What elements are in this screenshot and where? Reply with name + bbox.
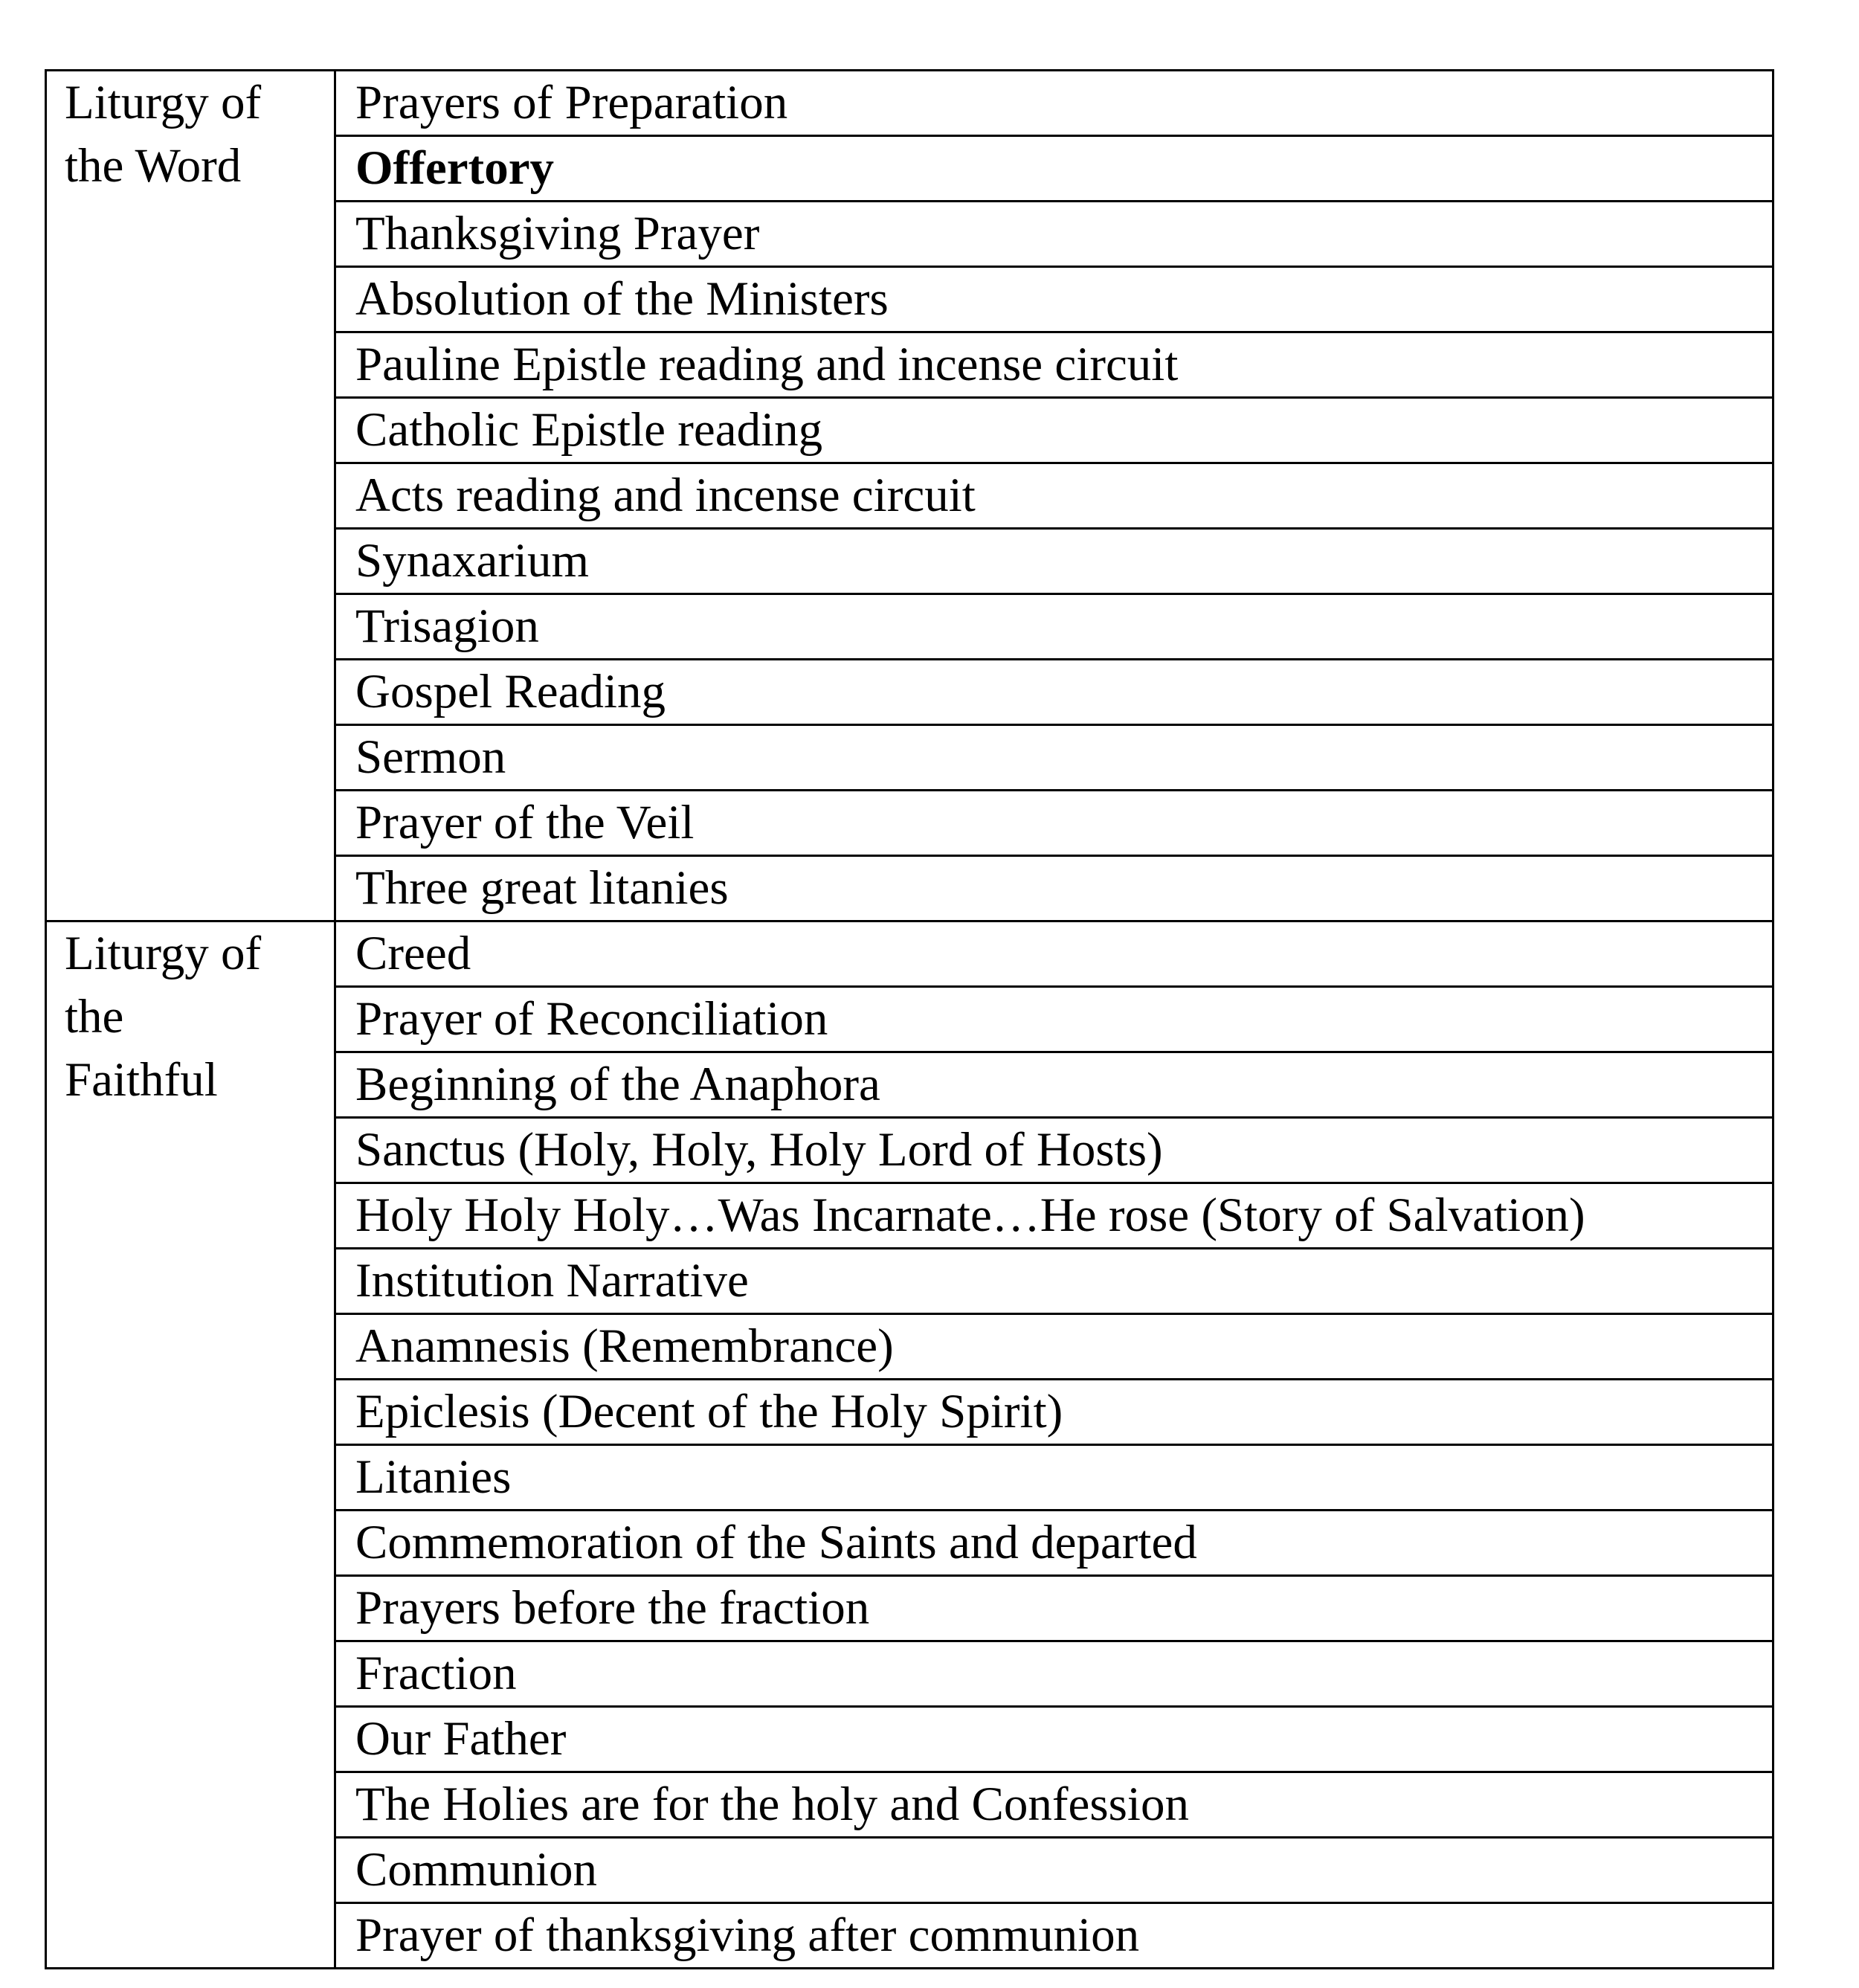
liturgy-step-cell: Catholic Epistle reading [335,398,1773,463]
liturgy-step-cell: Prayer of thanksgiving after communion [335,1903,1773,1969]
liturgy-step-cell: Prayers of Preparation [335,71,1773,136]
liturgy-step-cell: Sermon [335,725,1773,791]
liturgy-step-cell: Our Father [335,1707,1773,1772]
section-title-line: Liturgy of [65,927,262,980]
liturgy-step-cell: Thanksgiving Prayer [335,202,1773,267]
liturgy-step-cell: Prayer of Reconciliation [335,987,1773,1052]
section-title-cell [46,71,335,921]
liturgy-step-cell: The Holies are for the holy and Confession [335,1772,1773,1838]
section-title-line: Faithful [65,1053,218,1107]
table-row [46,921,1773,987]
table-row [46,71,1773,136]
liturgy-step-cell: Commemoration of the Saints and departed [335,1511,1773,1576]
liturgy-step-cell: Fraction [335,1641,1773,1707]
section-title-line: the Word [65,139,242,193]
liturgy-table-body [46,71,1773,1969]
liturgy-step-cell: Absolution of the Ministers [335,267,1773,332]
section-title-line: the [65,990,124,1043]
liturgy-step-cell: Epiclesis (Decent of the Holy Spirit) [335,1380,1773,1445]
liturgy-step-cell: Beginning of the Anaphora [335,1052,1773,1118]
liturgy-step-cell: Prayer of the Veil [335,791,1773,856]
liturgy-step-cell: Trisagion [335,594,1773,660]
section-title-cell [46,921,335,1969]
liturgy-step-cell: Offertory [335,136,1773,202]
liturgy-table [45,69,1774,1969]
liturgy-step-cell: Sanctus (Holy, Holy, Holy Lord of Hosts) [335,1118,1773,1183]
section-title-line: Liturgy of [65,76,262,129]
liturgy-step-cell: Synaxarium [335,529,1773,594]
liturgy-step-cell: Acts reading and incense circuit [335,463,1773,529]
liturgy-step-cell: Litanies [335,1445,1773,1511]
liturgy-step-cell: Institution Narrative [335,1249,1773,1314]
liturgy-step-cell: Gospel Reading [335,660,1773,725]
liturgy-step-cell: Three great litanies [335,856,1773,921]
liturgy-step-cell: Holy Holy Holy…Was Incarnate…He rose (Story of Salvation) [335,1183,1773,1249]
liturgy-step-cell: Communion [335,1838,1773,1903]
liturgy-step-cell: Anamnesis (Remembrance) [335,1314,1773,1380]
liturgy-step-cell: Pauline Epistle reading and incense circuit [335,332,1773,398]
liturgy-step-cell: Creed [335,921,1773,987]
liturgy-step-cell: Prayers before the fraction [335,1576,1773,1641]
